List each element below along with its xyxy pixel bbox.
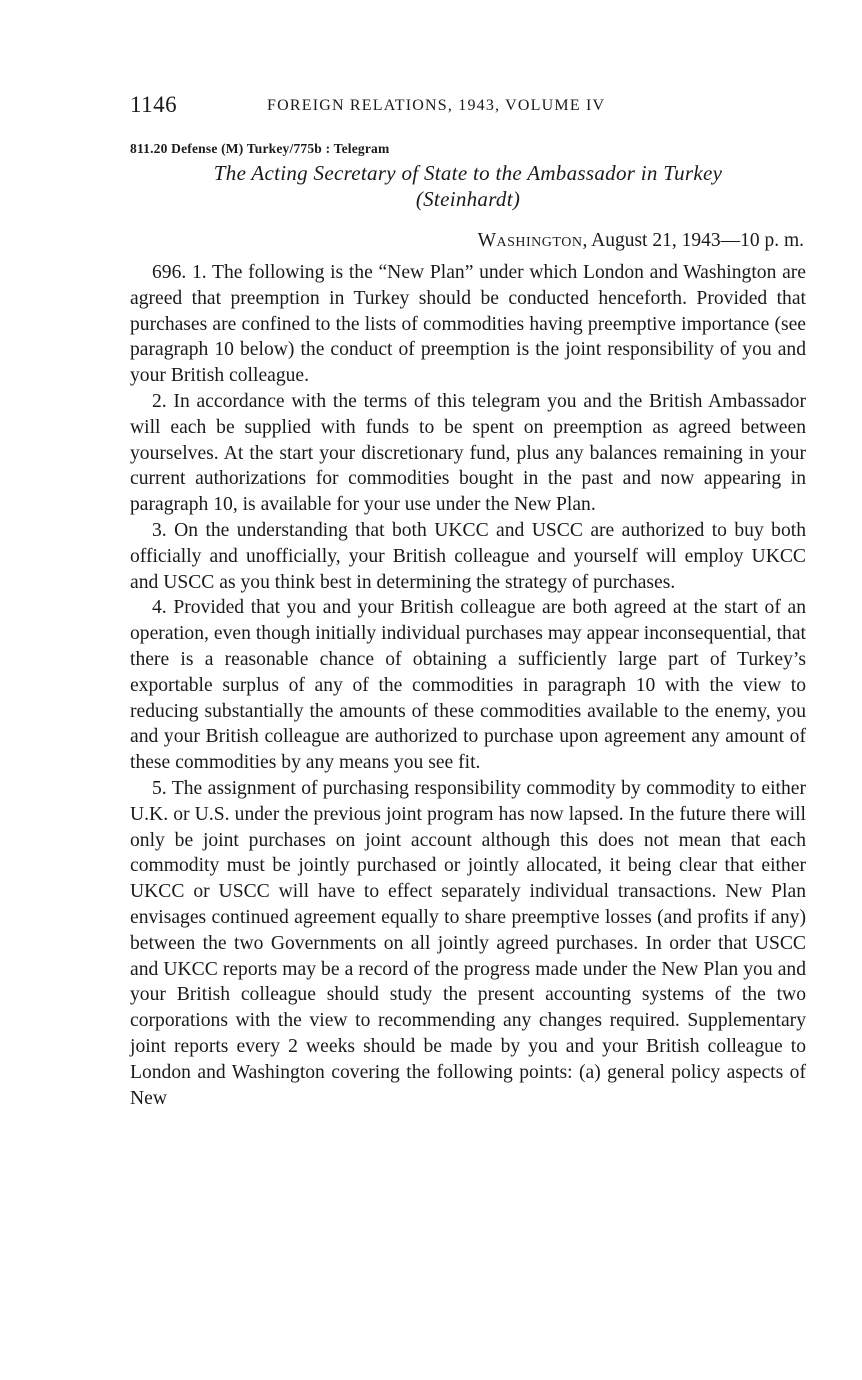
dateline-date: , August 21, 1943—10 p. m. (582, 230, 804, 251)
file-reference: 811.20 Defense (M) Turkey/775b : Telegram (130, 141, 390, 156)
title-line-1: The Acting Secretary of State to the Ambassador in Turkey (213, 161, 723, 185)
dateline (478, 230, 804, 252)
document-title (130, 160, 806, 212)
dateline-place: Washington (477, 230, 583, 251)
telegram-body (130, 260, 806, 1111)
paragraph-1: 696. 1. The following is the “New Plan” under which London and Washington are agreed that preemption in Turkey should be conducted henceforth. Provided that purchases are confined to the lists of commodities having preemptive importance (see paragraph 10 below) the conduct of preemption is the joint responsibility of you and your British colleague. (130, 262, 806, 387)
paragraph-3: 3. On the understanding that both UKCC and USCC are authorized to buy both officially and unofficially, your British colleague and yourself will employ UKCC and USCC as you think best in determining the strategy of purchases. (130, 519, 806, 593)
running-head (130, 92, 806, 122)
paragraph-4: 4. Provided that you and your British colleague are both agreed at the start of an operation, even though initially individual purchases may appear inconsequential, that there is a reasonable chance of obtaining a sufficiently large part of Turkey’s exportable surplus of any of the commodities in paragraph 10 with the view to reducing substantially the amounts of these commodities available to the enemy, you and your British colleague are authorized to purchase upon agreement any amount of these commodities by any means you see fit. (130, 597, 806, 774)
paragraph-5: 5. The assignment of purchasing responsibility commodity by commodity to either U.K. or U.S. under the previous joint program has now lapsed. In the future there will only be joint purchases on joint account although this does not mean that each commodity must be jointly purchased or jointly allocated, it being clear that either UKCC or USCC will have to effect separately individual transactions. New Plan envisages continued agreement equally to share preemptive losses (and profits if any) between the two Governments on all jointly agreed purchases. In order that USCC and UKCC reports may be a record of the progress made under the New Plan you and your British colleague should study the present accounting systems of the two corporations with the view to recommending any changes required. Supplementary joint reports every 2 weeks should be made by you and your British colleague to London and Washington covering the following points: (a) general policy aspects of New (130, 777, 806, 1109)
paragraph-2: 2. In accordance with the terms of this telegram you and the British Ambassador will each be supplied with funds to be spent on preemption as agreed between yourselves. At the start your discretionary fund, plus any balances remaining in your current authorizations for commodities bought in the past and now appearing in paragraph 10, is available for your use under the New Plan. (130, 390, 806, 516)
running-title: FOREIGN RELATIONS, 1943, VOLUME IV (267, 97, 606, 114)
page-number: 1146 (130, 92, 178, 117)
title-line-2: (Steinhardt) (415, 187, 521, 211)
